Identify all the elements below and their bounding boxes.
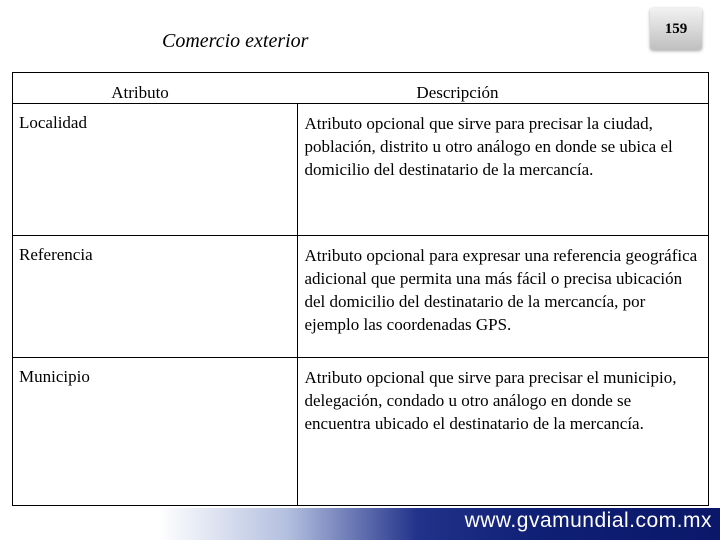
attribute-cell: Localidad	[13, 104, 297, 236]
table	[13, 73, 708, 505]
footer-url: www.gvamundial.com.mx	[464, 509, 712, 532]
page-number-badge	[650, 8, 702, 50]
attributes-table	[12, 72, 709, 506]
document-title: Comercio exterior	[162, 30, 309, 52]
header-attribute: Atributo	[13, 73, 297, 104]
attribute-cell: Municipio	[13, 357, 297, 505]
table-row	[13, 104, 708, 236]
description-cell: Atributo opcional que sirve para precisar el municipio, delegación, condado u otro análogo en donde se encuentra ubicado el destinatario de la mercancía.	[304, 367, 677, 433]
table-row	[13, 357, 708, 505]
description-cell: Atributo opcional que sirve para precisar la ciudad, población, distrito u otro análogo en donde se ubica el domicilio del destinatario de la mercancía.	[297, 104, 708, 236]
page-number: 159	[664, 20, 688, 37]
table-header-row	[13, 73, 708, 104]
header-description: Descripción	[297, 73, 708, 104]
footer-bar	[0, 508, 720, 540]
description-cell: Atributo opcional para expresar una referencia geográfica adicional que permita una más fácil o precisa ubicación del domicilio del destinatario de la mercancía, por ejemplo las coordenadas GPS.	[297, 235, 708, 357]
attribute-cell: Referencia	[13, 235, 297, 357]
table-row	[13, 235, 708, 357]
